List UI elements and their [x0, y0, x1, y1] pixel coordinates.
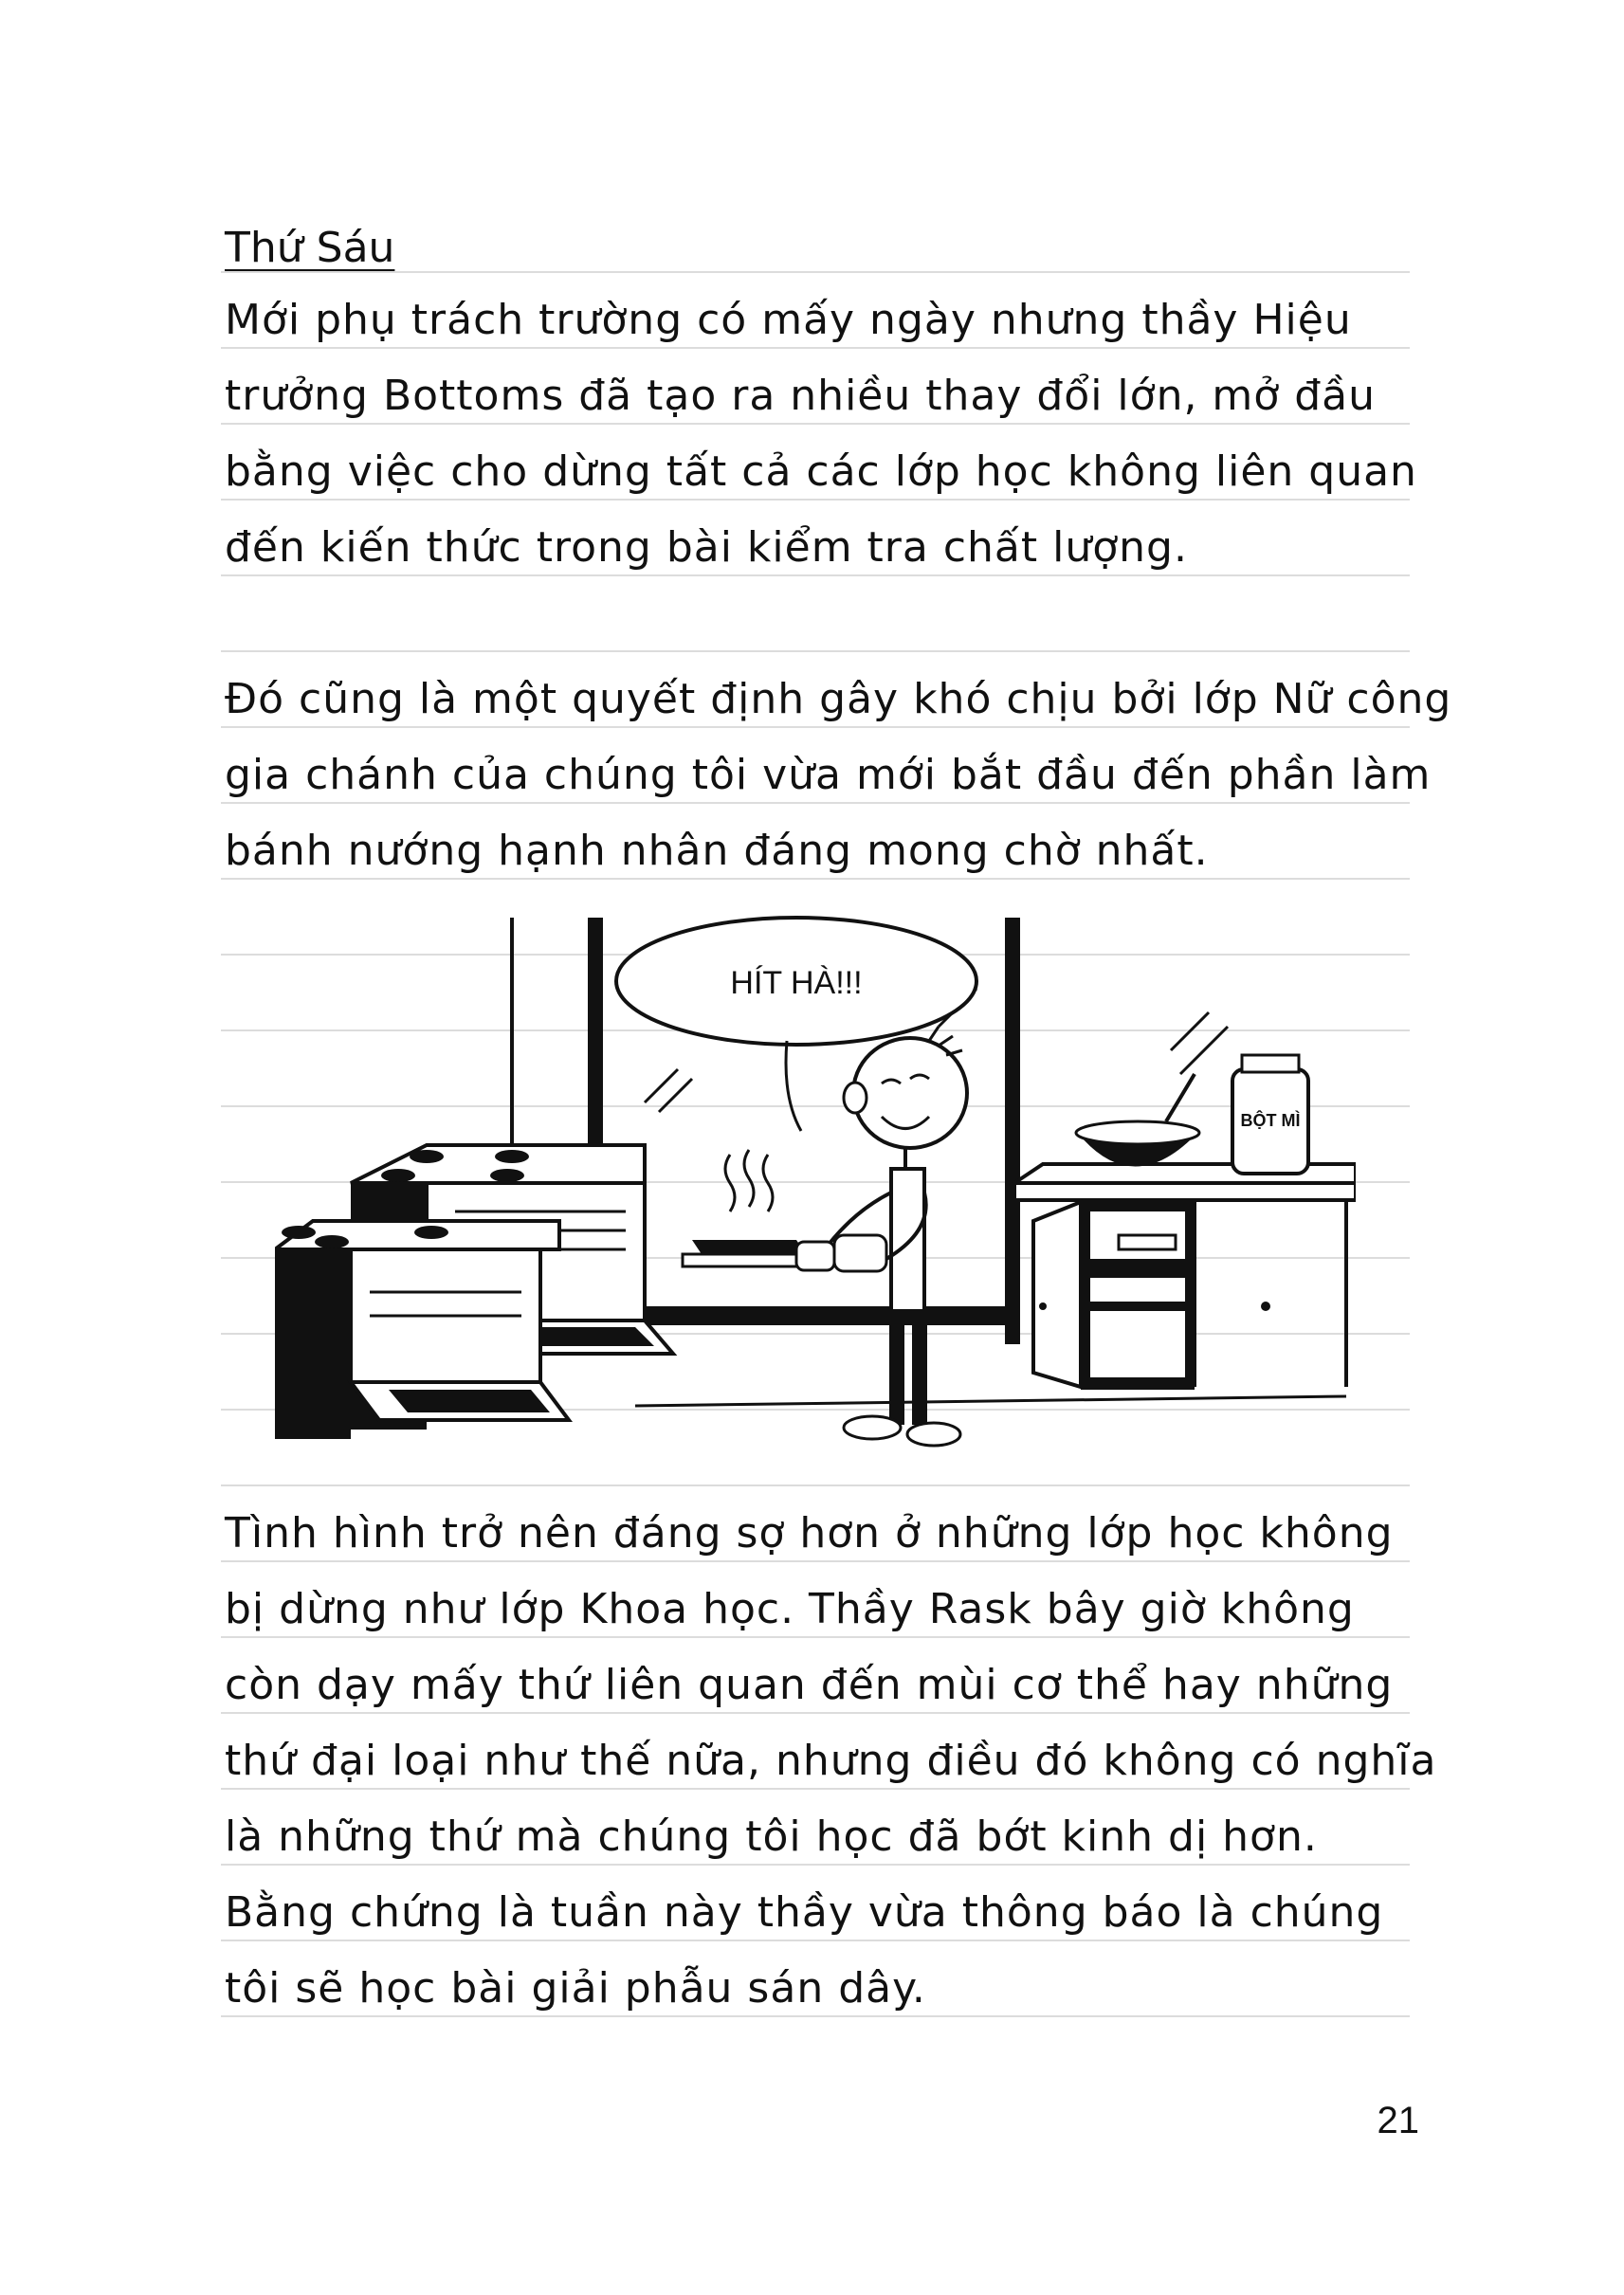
ruled-line	[221, 650, 1410, 652]
text-line: Tình hình trở nên đáng sợ hơn ở những lớp học không	[225, 1509, 1394, 1557]
kitchen-counter	[1014, 1055, 1356, 1390]
text-line: bằng việc cho dừng tất cả các lớp học không liên quan	[225, 447, 1417, 496]
text-line: thứ đại loại như thế nữa, nhưng điều đó không có nghĩa	[225, 1737, 1437, 1785]
text-line: còn dạy mấy thứ liên quan đến mùi cơ thể hay những	[225, 1661, 1394, 1709]
text-line: trưởng Bottoms đã tạo ra nhiều thay đổi lớn, mở đầu	[225, 372, 1376, 420]
paragraph-1	[225, 282, 1417, 586]
diary-date-heading: Thứ Sáu	[225, 224, 395, 272]
boy-character	[796, 1027, 967, 1446]
text-line: đến kiến thức trong bài kiểm tra chất lượng.	[225, 523, 1188, 572]
text-line: Mới phụ trách trường có mấy ngày nhưng thầy Hiệu	[225, 296, 1352, 344]
text-line: là những thứ mà chúng tôi học đã bớt kinh dị hơn.	[225, 1812, 1318, 1861]
text-line: gia chánh của chúng tôi vừa mới bắt đầu đến phần làm	[225, 751, 1432, 799]
text-line: tôi sẽ học bài giải phẫu sán dây.	[225, 1964, 926, 2013]
ruled-line	[221, 1484, 1410, 1486]
text-line: bị dừng như lớp Khoa học. Thầy Rask bây giờ không	[225, 1585, 1355, 1633]
speech-bubble-text: HÍT HÀ!!!	[730, 965, 863, 1001]
ruled-line	[221, 271, 1410, 273]
text-line: Bằng chứng là tuần này thầy vừa thông báo là chúng	[225, 1888, 1384, 1937]
text-line: Đó cũng là một quyết định gây khó chịu bởi lớp Nữ công	[225, 675, 1452, 723]
page-number: 21	[1377, 2100, 1419, 2141]
text-line: bánh nướng hạnh nhân đáng mong chờ nhất.	[225, 827, 1209, 875]
kitchen-illustration	[275, 908, 1356, 1477]
flour-jar-label: BỘT MÌ	[1240, 1111, 1301, 1130]
paragraph-3	[225, 1496, 1437, 2027]
stove-front	[275, 1221, 569, 1439]
paragraph-2	[225, 662, 1452, 889]
